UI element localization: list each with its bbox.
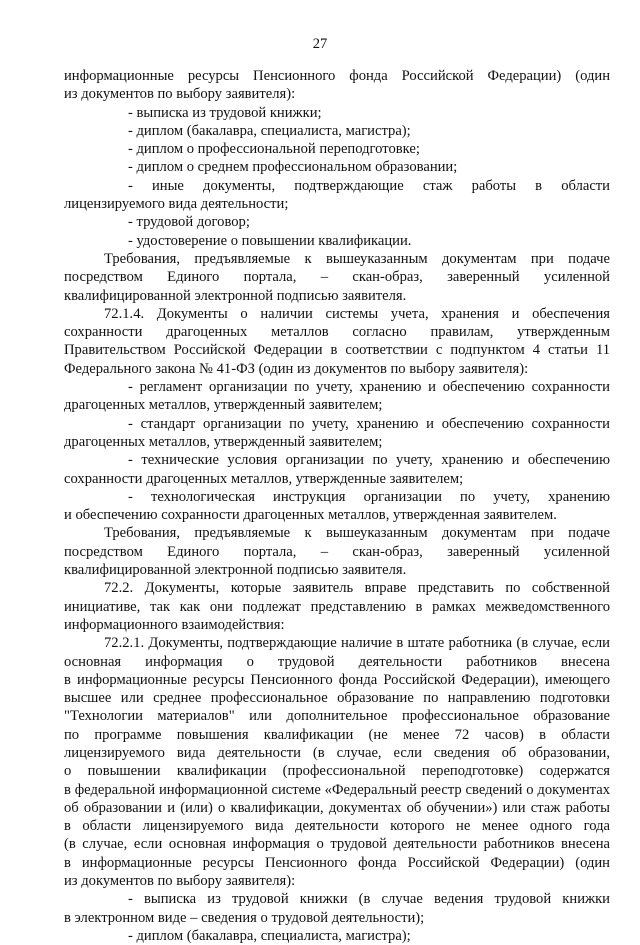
text-line: квалифицированной электронной подписью заявителя. (64, 287, 407, 304)
text-line: из документов по выбору заявителя): (64, 86, 296, 103)
text-line: сохранности драгоценных металлов согласно правилам, утвержденным (64, 324, 610, 341)
text-line: - удостоверение о повышении квалификации. (128, 232, 412, 249)
text-line: лицензируемого вида деятельности; (64, 196, 289, 213)
text-line: 72.2. Документы, которые заявитель вправе представить по собственной (104, 580, 610, 597)
text-line: - трудовой договор; (128, 214, 250, 231)
text-line: об образовании и (или) о квалификации, документах об обучении») или стаж работы (64, 799, 610, 816)
text-line: информационного взаимодействия: (64, 616, 285, 633)
text-line: основная информация о трудовой деятельности работников внесена (64, 653, 610, 670)
text-line: в области лицензируемого вида деятельности которого не менее одного года (64, 818, 610, 835)
text-line: - стандарт организации по учету, хранению и обеспечению сохранности (128, 415, 610, 432)
text-line: - выписка из трудовой книжки; (128, 104, 322, 121)
text-line: из документов по выбору заявителя): (64, 873, 296, 890)
text-line: - диплом о среднем профессиональном образовании; (128, 159, 458, 176)
text-line: Правительством Российской Федерации в соответствии с подпунктом 4 статьи 11 (64, 342, 610, 359)
text-line: (в случае, если основная информация о трудовой деятельности работников внесена (64, 836, 610, 853)
text-line: - технологическая инструкция организации по учету, хранению (128, 488, 610, 505)
text-line: драгоценных металлов, утвержденный заявителем; (64, 433, 383, 450)
body-text (64, 67, 610, 945)
text-line: - иные документы, подтверждающие стаж работы в области (128, 177, 610, 194)
text-line: высшее или среднее профессиональное образование по направлению подготовки (64, 690, 610, 707)
text-line: Требования, предъявляемые к вышеуказанным документам при подаче (104, 525, 610, 542)
text-line: 72.1.4. Документы о наличии системы учета, хранения и обеспечения (104, 305, 610, 322)
text-line: - диплом (бакалавра, специалиста, магистра); (128, 927, 411, 944)
text-line: о повышении квалификации (профессиональной переподготовке) содержатся (64, 763, 610, 780)
text-line: - выписка из трудовой книжки (в случае ведения трудовой книжки (128, 891, 610, 908)
text-line: посредством Единого портала, – скан-образ, заверенный усиленной (64, 543, 610, 560)
text-line: в федеральной информационной системе «Федеральный реестр сведений о документах (64, 781, 610, 798)
text-line: драгоценных металлов, утвержденный заявителем; (64, 397, 383, 414)
text-line: - технические условия организации по учету, хранению и обеспечению (128, 452, 610, 469)
text-line: в информационные ресурсы Пенсионного фонда Российской Федерации), имеющего (64, 671, 610, 688)
text-line: и обеспечению сохранности драгоценных металлов, утвержденная заявителем. (64, 507, 557, 524)
text-line: посредством Единого портала, – скан-образ, заверенный усиленной (64, 269, 610, 286)
text-line: Требования, предъявляемые к вышеуказанным документам при подаче (104, 250, 610, 267)
text-line: - диплом (бакалавра, специалиста, магистра); (128, 122, 411, 139)
text-line: Федерального закона № 41-ФЗ (один из документов по выбору заявителя): (64, 360, 529, 377)
text-line: 72.2.1. Документы, подтверждающие наличие в штате работника (в случае, если (104, 635, 610, 652)
text-line: инициативе, так как они подлежат представлению в рамках межведомственного (64, 598, 610, 615)
text-line: сохранности драгоценных металлов, утвержденные заявителем; (64, 470, 464, 487)
page-number: 27 (312, 36, 328, 52)
text-line: - регламент организации по учету, хранению и обеспечению сохранности (128, 379, 610, 396)
text-line: квалифицированной электронной подписью заявителя. (64, 562, 407, 579)
text-line: "Технологии материалов" или дополнительное профессиональное образование (64, 708, 610, 725)
text-line: информационные ресурсы Пенсионного фонда Российской Федерации) (один (64, 68, 610, 84)
text-line: в электронном виде – сведения о трудовой деятельности); (64, 909, 425, 926)
text-line: по программе повышения квалификации (не менее 72 часов) в области (64, 726, 610, 743)
text-line: - диплом о профессиональной переподготовке; (128, 141, 420, 158)
text-line: в информационные ресурсы Пенсионного фонда Российской Федерации) (один (64, 854, 610, 871)
text-line: лицензируемого вида деятельности (в случае, если сведения об образовании, (64, 744, 610, 761)
